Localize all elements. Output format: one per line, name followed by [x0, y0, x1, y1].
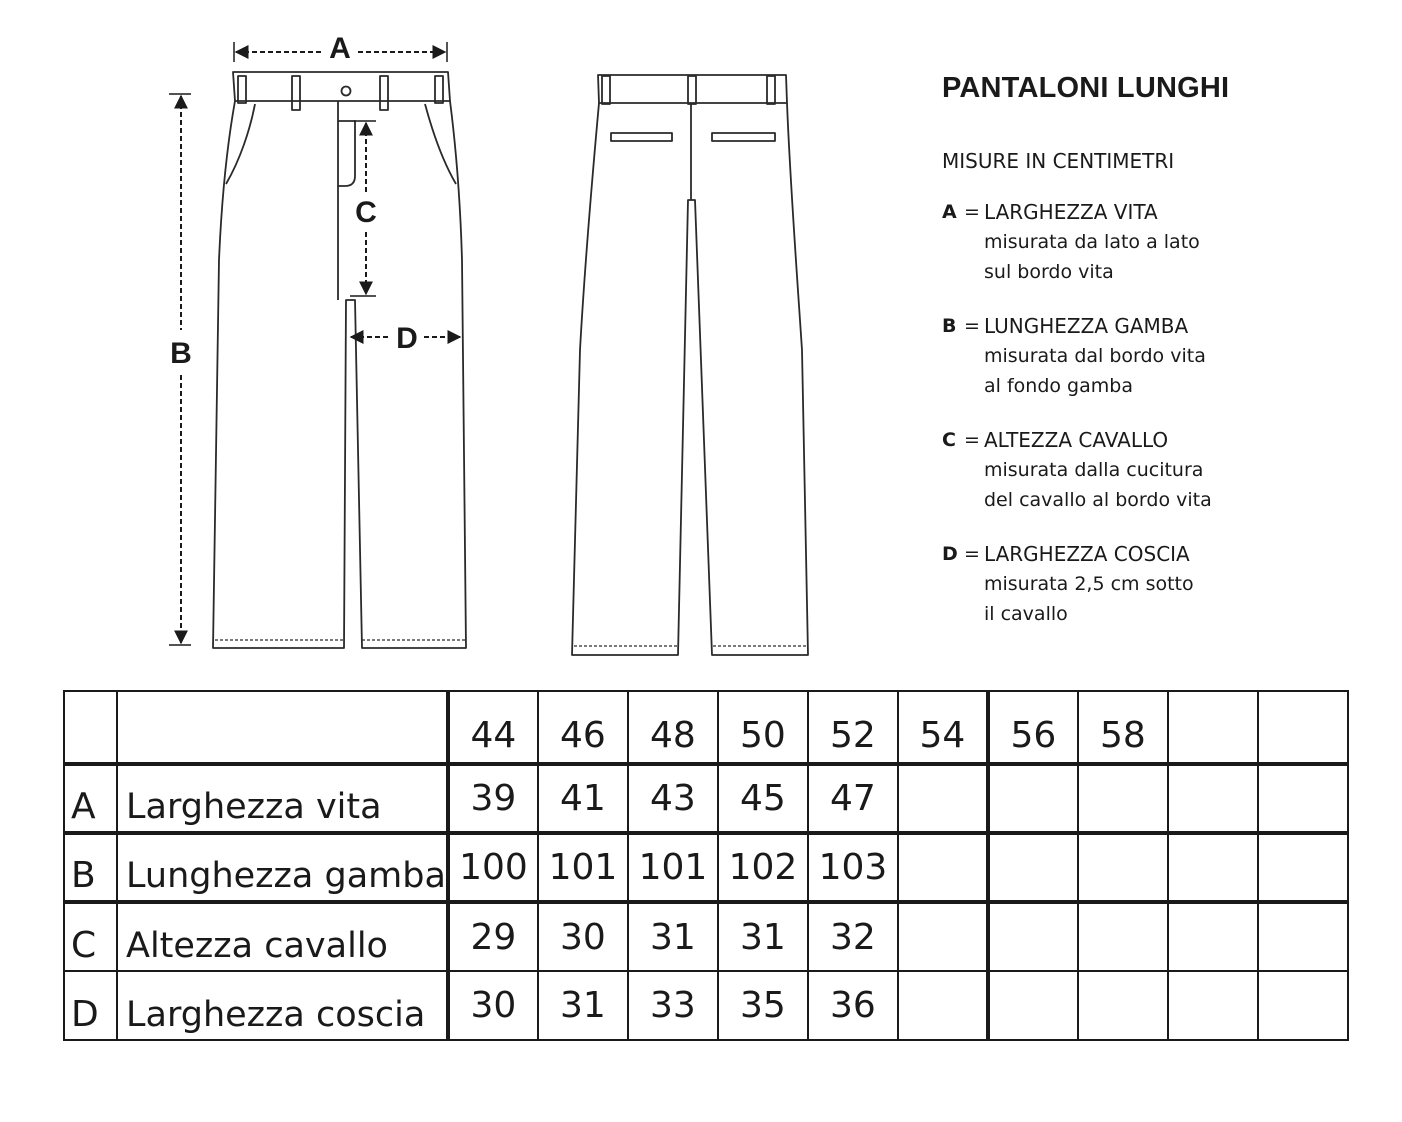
- table-cell: [1078, 902, 1168, 971]
- table-header-row: [64, 691, 1348, 764]
- legend-equals: =: [964, 315, 980, 337]
- table-cell: [898, 833, 988, 902]
- size-header: 50: [718, 691, 808, 764]
- table-cell: [988, 902, 1078, 971]
- size-header: [1168, 691, 1258, 764]
- table-cell: [1168, 971, 1258, 1040]
- table-cell: [1078, 764, 1168, 833]
- measurement-legend: [942, 72, 1382, 629]
- legend-item-desc: del cavallo al bordo vita: [984, 489, 1212, 511]
- legend-item-b: [942, 311, 1382, 401]
- trousers-front-view: [213, 72, 466, 648]
- dimension-d: [351, 322, 460, 355]
- table-cell: 31: [628, 902, 718, 971]
- table-cell: 41: [538, 764, 628, 833]
- row-name: Larghezza coscia: [117, 971, 448, 1040]
- table-cell: 43: [628, 764, 718, 833]
- size-header: 52: [808, 691, 898, 764]
- dimension-d-label: D: [396, 322, 418, 355]
- legend-equals: =: [964, 543, 980, 565]
- size-header: 56: [988, 691, 1078, 764]
- table-cell: 102: [718, 833, 808, 902]
- table-cell: [1168, 764, 1258, 833]
- row-letter: D: [64, 971, 117, 1040]
- table-cell: [1258, 971, 1348, 1040]
- legend-item-d: [942, 539, 1382, 629]
- legend-item-desc: misurata da lato a lato: [984, 231, 1200, 253]
- table-cell: 33: [628, 971, 718, 1040]
- table-cell: [1258, 764, 1348, 833]
- table-cell: [988, 971, 1078, 1040]
- table-cell: [988, 764, 1078, 833]
- table-cell: [1078, 971, 1168, 1040]
- legend-item-name: LARGHEZZA COSCIA: [984, 542, 1190, 566]
- table-cell: [1168, 902, 1258, 971]
- legend-key: C: [942, 429, 956, 451]
- table-cell: 100: [448, 833, 538, 902]
- dimension-b: [169, 94, 192, 645]
- row-letter: A: [64, 764, 117, 833]
- row-name: Altezza cavallo: [117, 902, 448, 971]
- table-cell: 29: [448, 902, 538, 971]
- table-cell: 35: [718, 971, 808, 1040]
- table-row: [64, 833, 1348, 902]
- row-name: Larghezza vita: [117, 764, 448, 833]
- table-cell: 47: [808, 764, 898, 833]
- legend-item-a: [942, 197, 1382, 287]
- size-header: [1258, 691, 1348, 764]
- legend-item-c: [942, 425, 1382, 515]
- legend-item-name: ALTEZZA CAVALLO: [984, 428, 1169, 452]
- table-cell: 103: [808, 833, 898, 902]
- row-letter: B: [64, 833, 117, 902]
- size-header: 54: [898, 691, 988, 764]
- legend-key: A: [942, 201, 957, 223]
- legend-equals: =: [964, 429, 980, 451]
- size-header: 46: [538, 691, 628, 764]
- table-corner-cell: [64, 691, 117, 764]
- size-header: 44: [448, 691, 538, 764]
- table-cell: [1168, 833, 1258, 902]
- table-corner-cell: [117, 691, 448, 764]
- table-row: [64, 902, 1348, 971]
- table-cell: 31: [718, 902, 808, 971]
- table-row: [64, 971, 1348, 1040]
- table-cell: 32: [808, 902, 898, 971]
- legend-item-desc: il cavallo: [984, 603, 1068, 625]
- trousers-diagram: [0, 0, 940, 670]
- table-cell: 30: [538, 902, 628, 971]
- table-cell: 39: [448, 764, 538, 833]
- trousers-back-view: [572, 75, 808, 655]
- dimension-a-label: A: [329, 32, 351, 65]
- table-cell: 36: [808, 971, 898, 1040]
- row-name: Lunghezza gamba: [117, 833, 448, 902]
- table-cell: 31: [538, 971, 628, 1040]
- dimension-a: [234, 32, 447, 65]
- legend-key: D: [942, 543, 958, 565]
- legend-item-name: LUNGHEZZA GAMBA: [984, 314, 1189, 338]
- legend-key: B: [942, 315, 957, 337]
- size-header: 58: [1078, 691, 1168, 764]
- table-row: [64, 764, 1348, 833]
- table-cell: [898, 971, 988, 1040]
- table-cell: [898, 902, 988, 971]
- dimension-c-label: C: [355, 196, 377, 229]
- legend-item-name: LARGHEZZA VITA: [984, 200, 1158, 224]
- legend-equals: =: [964, 201, 980, 223]
- dimension-c: [350, 121, 377, 296]
- table-cell: [1258, 833, 1348, 902]
- size-table: [63, 690, 1349, 1041]
- legend-title: PANTALONI LUNGHI: [942, 72, 1230, 104]
- size-header: 48: [628, 691, 718, 764]
- table-cell: [1078, 833, 1168, 902]
- dimension-b-label: B: [170, 337, 192, 370]
- legend-subtitle: MISURE IN CENTIMETRI: [942, 149, 1175, 173]
- table-cell: [1258, 902, 1348, 971]
- table-cell: [898, 764, 988, 833]
- table-cell: [988, 833, 1078, 902]
- row-letter: C: [64, 902, 117, 971]
- legend-item-desc: sul bordo vita: [984, 261, 1114, 283]
- legend-item-desc: al fondo gamba: [984, 375, 1133, 397]
- table-cell: 101: [538, 833, 628, 902]
- legend-item-desc: misurata 2,5 cm sotto: [984, 573, 1194, 595]
- legend-item-desc: misurata dal bordo vita: [984, 345, 1206, 367]
- legend-item-desc: misurata dalla cucitura: [984, 459, 1204, 481]
- table-cell: 30: [448, 971, 538, 1040]
- table-cell: 45: [718, 764, 808, 833]
- table-cell: 101: [628, 833, 718, 902]
